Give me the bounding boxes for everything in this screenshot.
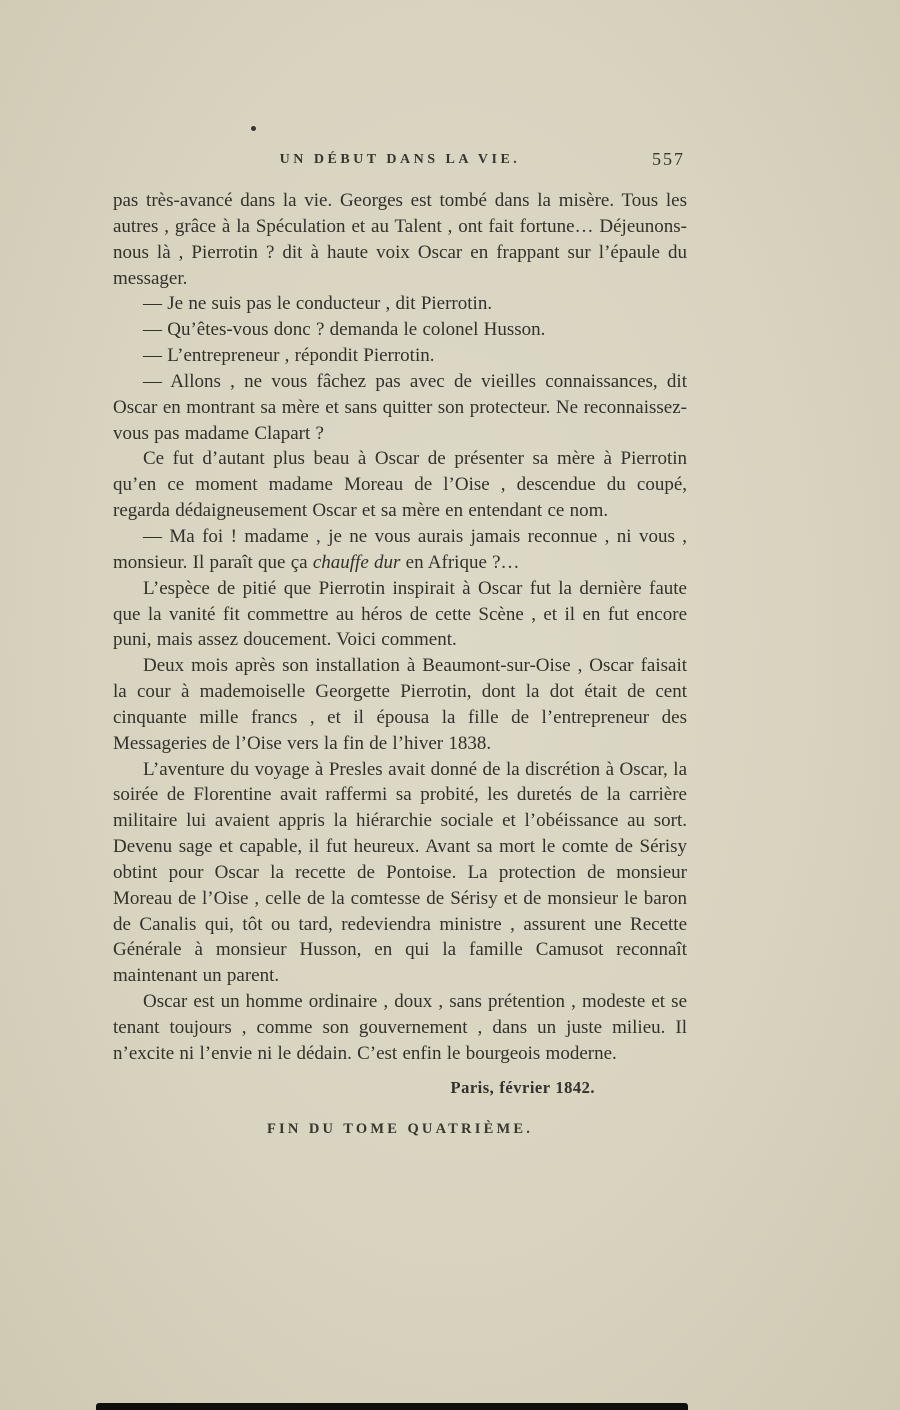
paragraph: Deux mois après son installation à Beaumont-sur-Oise , Oscar faisait la cour à mademoiselle Georgette Pierrotin, dont la dot était de cent cinquante mille francs , et il épousa la fille de l’entrepreneur des Messageries de l’Oise vers la fin de l’hiver 1838.	[113, 655, 687, 754]
paragraph: — Qu’êtes-vous donc ? demanda le colonel Husson.	[143, 319, 546, 341]
paragraph: pas très-avancé dans la vie. Georges est tombé dans la misère. Tous les autres , grâce à la Spéculation et au Talent , ont fait fortune… Déjeunons-nous là , Pierrotin ? dit à haute voix Oscar en frappant sur l’épaule du messager.	[113, 190, 687, 289]
paragraph: Ce fut d’autant plus beau à Oscar de présenter sa mère à Pierrotin qu’en ce moment madame Moreau de l’Oise , descendue du coupé, regarda dédaigneusement Oscar et sa mère en entendant ce nom.	[113, 448, 687, 522]
body-text	[113, 188, 687, 1142]
paragraph: L’espèce de pitié que Pierrotin inspirait à Oscar fut la dernière faute que la vanité fit commettre au héros de cette Scène , et il en fut encore puni, mais assez doucement. Voici comment.	[113, 577, 687, 651]
dateline: Paris, février 1842.	[450, 1077, 595, 1097]
paragraph: — L’entrepreneur , répondit Pierrotin.	[143, 345, 435, 367]
paragraph-text: en Afrique ?…	[400, 551, 520, 573]
paragraph	[113, 524, 687, 576]
fin-line: FIN DU TOME QUATRIÈME.	[266, 1120, 534, 1137]
paragraph: L’aventure du voyage à Presles avait donné de la discrétion à Oscar, la soirée de Florentine avait raffermi sa probité, les duretés de la carrière militaire lui avaient appris la hiérarchie sociale et l’obéissance au sort. Devenu sage et capable, il fut heureux. Avant sa mort le comte de Sérisy obtint pour Oscar la recette de Pontoise. La protection de monsieur Moreau de l’Oise , celle de la comtesse de Sérisy et de monsieur le baron de Canalis qui, tôt ou tard, redeviendra ministre , assurent une Recette Générale à monsieur Husson, en qui la famille Camusot reconnaît maintenant un parent.	[113, 758, 687, 987]
paragraph: — Allons , ne vous fâchez pas avec de vieilles connaissances, dit Oscar en montrant sa mère et sans quitter son protecteur. Ne reconnaissez-vous pas madame Clapart ?	[113, 370, 687, 444]
paragraph-text: — Ma foi ! madame , je ne vous aurais jamais reconnue , ni vous , monsieur. Il paraît que ça	[113, 525, 687, 573]
paragraph: — Je ne suis pas le conducteur , dit Pierrotin.	[143, 293, 493, 315]
ink-speck	[251, 126, 256, 131]
italic-phrase: chauffe dur	[312, 551, 401, 573]
page-header	[113, 149, 687, 176]
page-number: 557	[652, 149, 685, 169]
paragraph: Oscar est un homme ordinaire , doux , sans prétention , modeste et se tenant toujours , comme son gouvernement , dans un juste milieu. Il n’excite ni l’envie ni le dédain. C’est enfin le bourgeois moderne.	[113, 991, 687, 1064]
running-title: UN DÉBUT DANS LA VIE.	[279, 152, 521, 167]
scan-edge-artifact	[96, 1403, 688, 1410]
